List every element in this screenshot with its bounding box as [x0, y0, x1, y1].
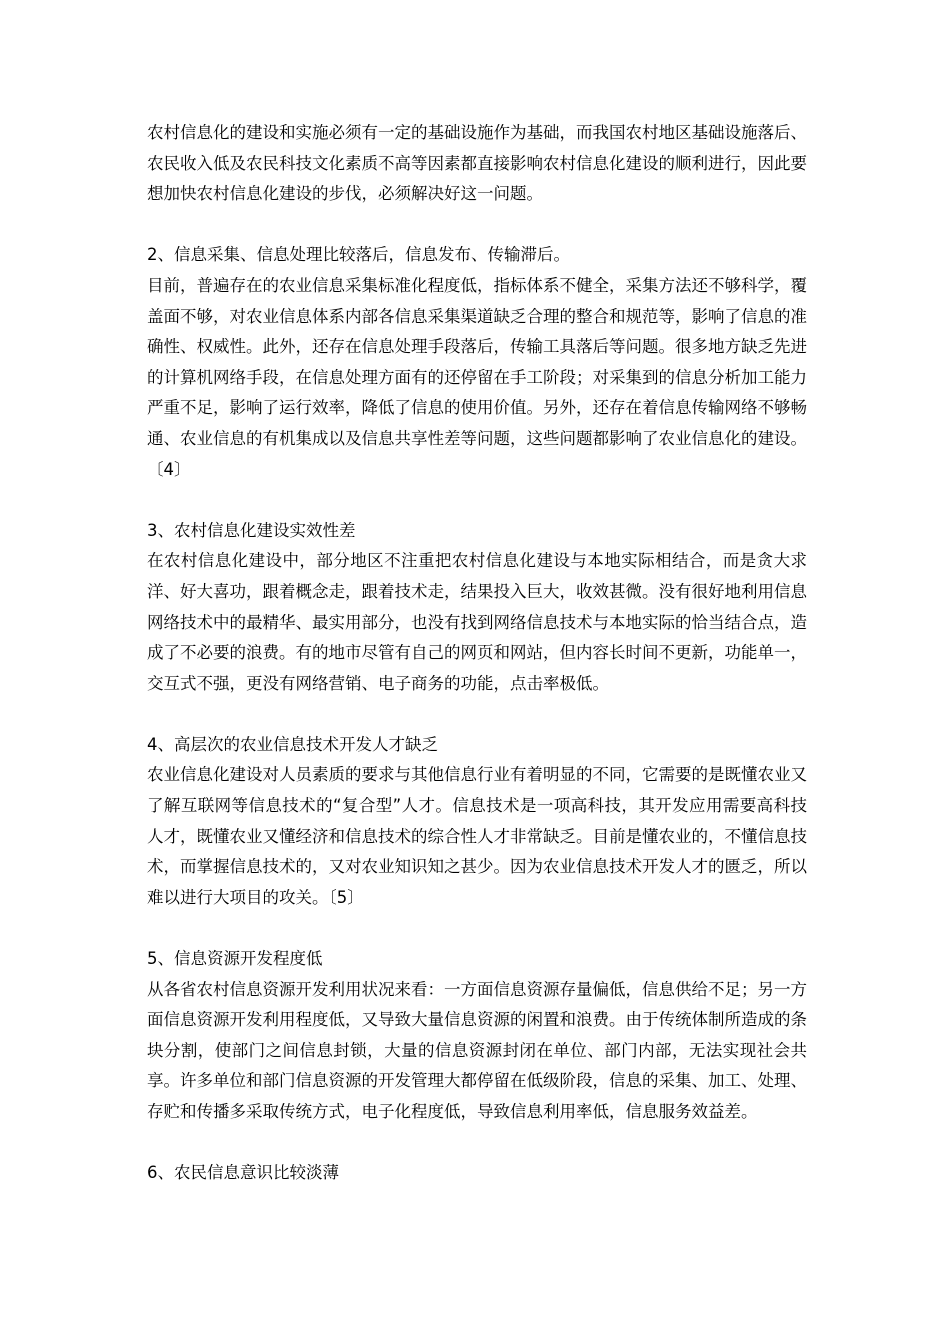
- section-2: [147, 240, 807, 485]
- section-5: [147, 944, 807, 1128]
- section-heading: 2、信息采集、信息处理比较落后，信息发布、传输滞后。: [147, 245, 570, 265]
- paragraph-gap: [147, 485, 807, 516]
- section-6: [147, 1158, 807, 1189]
- section-heading: 6、农民信息意识比较淡薄: [147, 1163, 339, 1183]
- section-4: [147, 730, 807, 914]
- section-heading: 5、信息资源开发程度低: [147, 949, 323, 969]
- paragraph-gap: [147, 699, 807, 730]
- section-heading: 4、高层次的农业信息技术开发人才缺乏: [147, 734, 438, 754]
- section-3: [147, 516, 807, 700]
- section-body: 从各省农村信息资源开发利用状况来看：一方面信息资源存量偏低，信息供给不足；另一方面信息资源开发利用程度低，又导致大量信息资源的闲置和浪费。由于传统体制所造成的条块分割，使部门之间信息封锁，大量的信息资源封闭在单位、部门内部，无法实现社会共享。许多单位和部门信息资源的开发管理大都停留在低级阶段，信息的采集、加工、处理、存贮和传播多采取传统方式，电子化程度低，导致信息利用率低，信息服务效益差。: [147, 979, 807, 1121]
- paragraph-gap: [147, 210, 807, 241]
- section-heading: 3、农村信息化建设实效性差: [147, 520, 356, 540]
- paragraph-gap: [147, 913, 807, 944]
- document-page: [147, 118, 807, 1189]
- section-body: 在农村信息化建设中，部分地区不注重把农村信息化建设与本地实际相结合，而是贪大求洋、好大喜功，跟着概念走，跟着技术走，结果投入巨大，收效甚微。没有很好地利用信息网络技术中的最精华、最实用部分，也没有找到网络信息技术与本地实际的恰当结合点，造成了不必要的浪费。有的地市尽管有自己的网页和网站，但内容长时间不更新，功能单一，交互式不强，更没有网络营销、电子商务的功能，点击率极低。: [147, 551, 807, 693]
- section-body: 目前，普遍存在的农业信息采集标准化程度低，指标体系不健全，采集方法还不够科学，覆盖面不够，对农业信息体系内部各信息采集渠道缺乏合理的整合和规范等，影响了信息的准确性、权威性。此外，还存在信息处理手段落后，传输工具落后等问题。很多地方缺乏先进的计算机网络手段，在信息处理方面有的还停留在手工阶段；对采集到的信息分析加工能力严重不足，影响了运行效率，降低了信息的使用价值。另外，还存在着信息传输网络不够畅通、农业信息的有机集成以及信息共享性差等问题，这些问题都影响了农业信息化的建设。〔4〕: [147, 275, 807, 479]
- section-body: 农业信息化建设对人员素质的要求与其他信息行业有着明显的不同，它需要的是既懂农业又了解互联网等信息技术的“复合型”人才。信息技术是一项高科技，其开发应用需要高科技人才，既懂农业又懂经济和信息技术的综合性人才非常缺乏。目前是懂农业的，不懂信息技术，而掌握信息技术的，又对农业知识知之甚少。因为农业信息技术开发人才的匮乏，所以难以进行大项目的攻关。〔5〕: [147, 765, 807, 907]
- paragraph-gap: [147, 1128, 807, 1159]
- intro-paragraph: 农村信息化的建设和实施必须有一定的基础设施作为基础，而我国农村地区基础设施落后、农民收入低及农民科技文化素质不高等因素都直接影响农村信息化建设的顺利进行，因此要想加快农村信息化建设的步伐，必须解决好这一问题。: [147, 123, 807, 204]
